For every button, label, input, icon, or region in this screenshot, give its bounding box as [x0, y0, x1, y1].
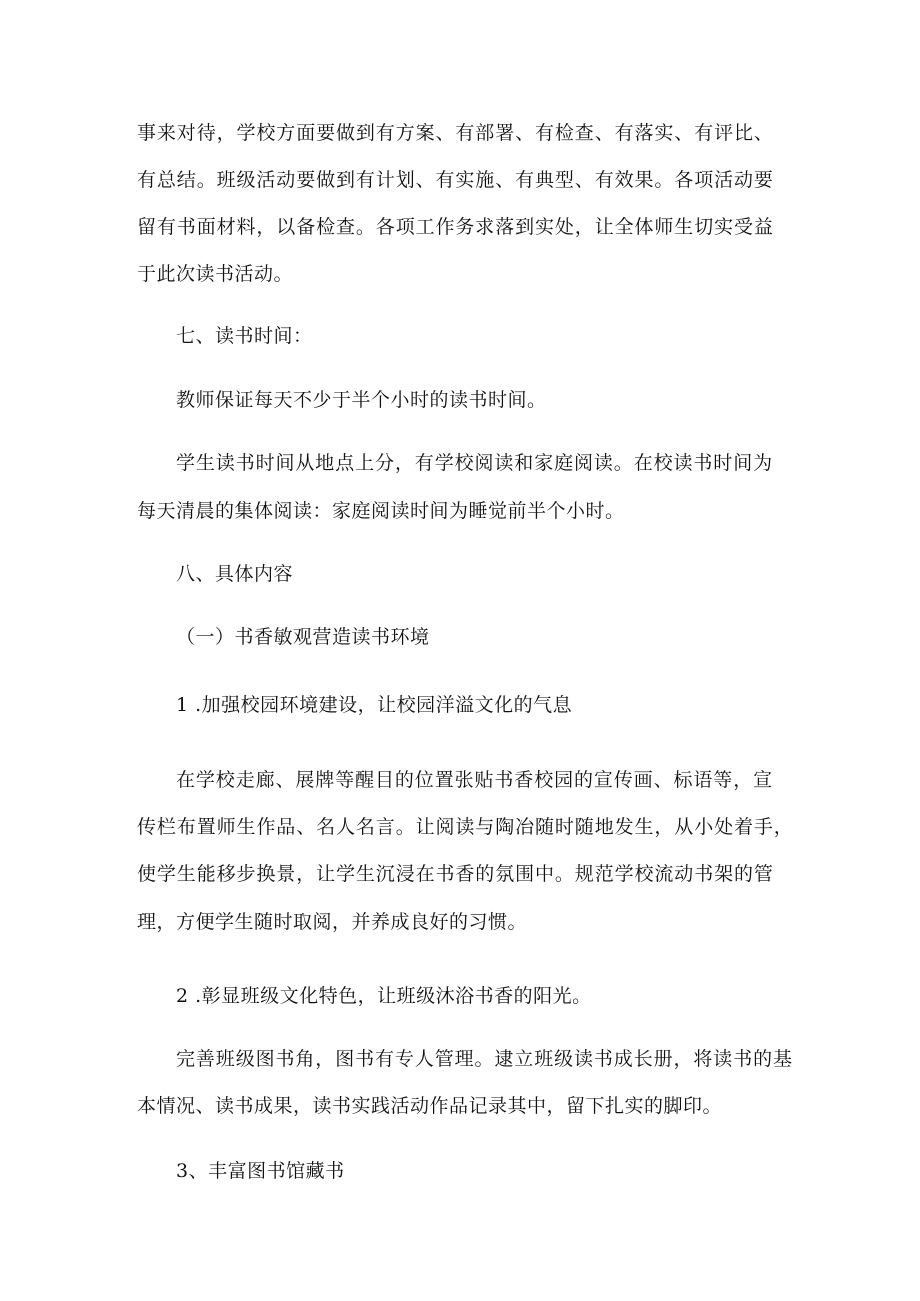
paragraph-line: 本情况、读书成果，读书实践活动作品记录其中，留下扎实的脚印。 [137, 1095, 723, 1117]
paragraph-line: 事来对待，学校方面要做到有方案、有部署、有检查、有落实、有评比、 [137, 122, 774, 144]
paragraph-line: 完善班级图书角，图书有专人管理。逮立班级读书成长册，将读书的基 [176, 1048, 793, 1070]
paragraph-line: 在学校走廊、展牌等醒目的位置张贴书香校园的宣传画、标语等，宣 [176, 769, 774, 791]
paragraph-line: 留有书面材料，以备检查。各项工作务求落到实处，让全体师生切实受益 [137, 216, 774, 238]
paragraph-line: 学生读书时间从地点上分，有学校阅读和家庭阅读。在校读书时间为 [176, 452, 774, 474]
paragraph-line: 每天清晨的集体阅读：家庭阅读时间为睡觉前半个小时。 [137, 500, 625, 522]
item-heading: 2 .彰显班级文化特色，让班级沐浴书香的阳光。 [176, 985, 592, 1007]
paragraph-line: 使学生能移步换景，让学生沉浸在书香的氛围中。规范学校流动书架的管 [137, 863, 774, 885]
item-heading: 1 .加强校园环境建设，让校园洋溢文化的气息 [176, 694, 573, 716]
paragraph-line: 理，方便学生随时取阅，并养成良好的习惯。 [137, 911, 528, 933]
subsection-heading: （一）书香敏观营造读书环境 [176, 626, 430, 648]
paragraph-line: 有总结。班级活动要做到有计划、有实施、有典型、有效果。各项活动要 [137, 169, 774, 191]
section-heading: 七、读书时间： [176, 325, 313, 347]
paragraph-line: 于此次读书活动。 [137, 263, 294, 285]
paragraph-line: 教师保证每天不少于半个小时的读书时间。 [176, 389, 547, 411]
paragraph-line: 传栏布置师生作品、名人名言。让阅读与陶冶随时随地发生，从小处着手， [137, 816, 794, 838]
section-heading: 八、具体内容 [176, 563, 294, 585]
item-heading: 3、丰富图书馆藏书 [176, 1160, 345, 1182]
